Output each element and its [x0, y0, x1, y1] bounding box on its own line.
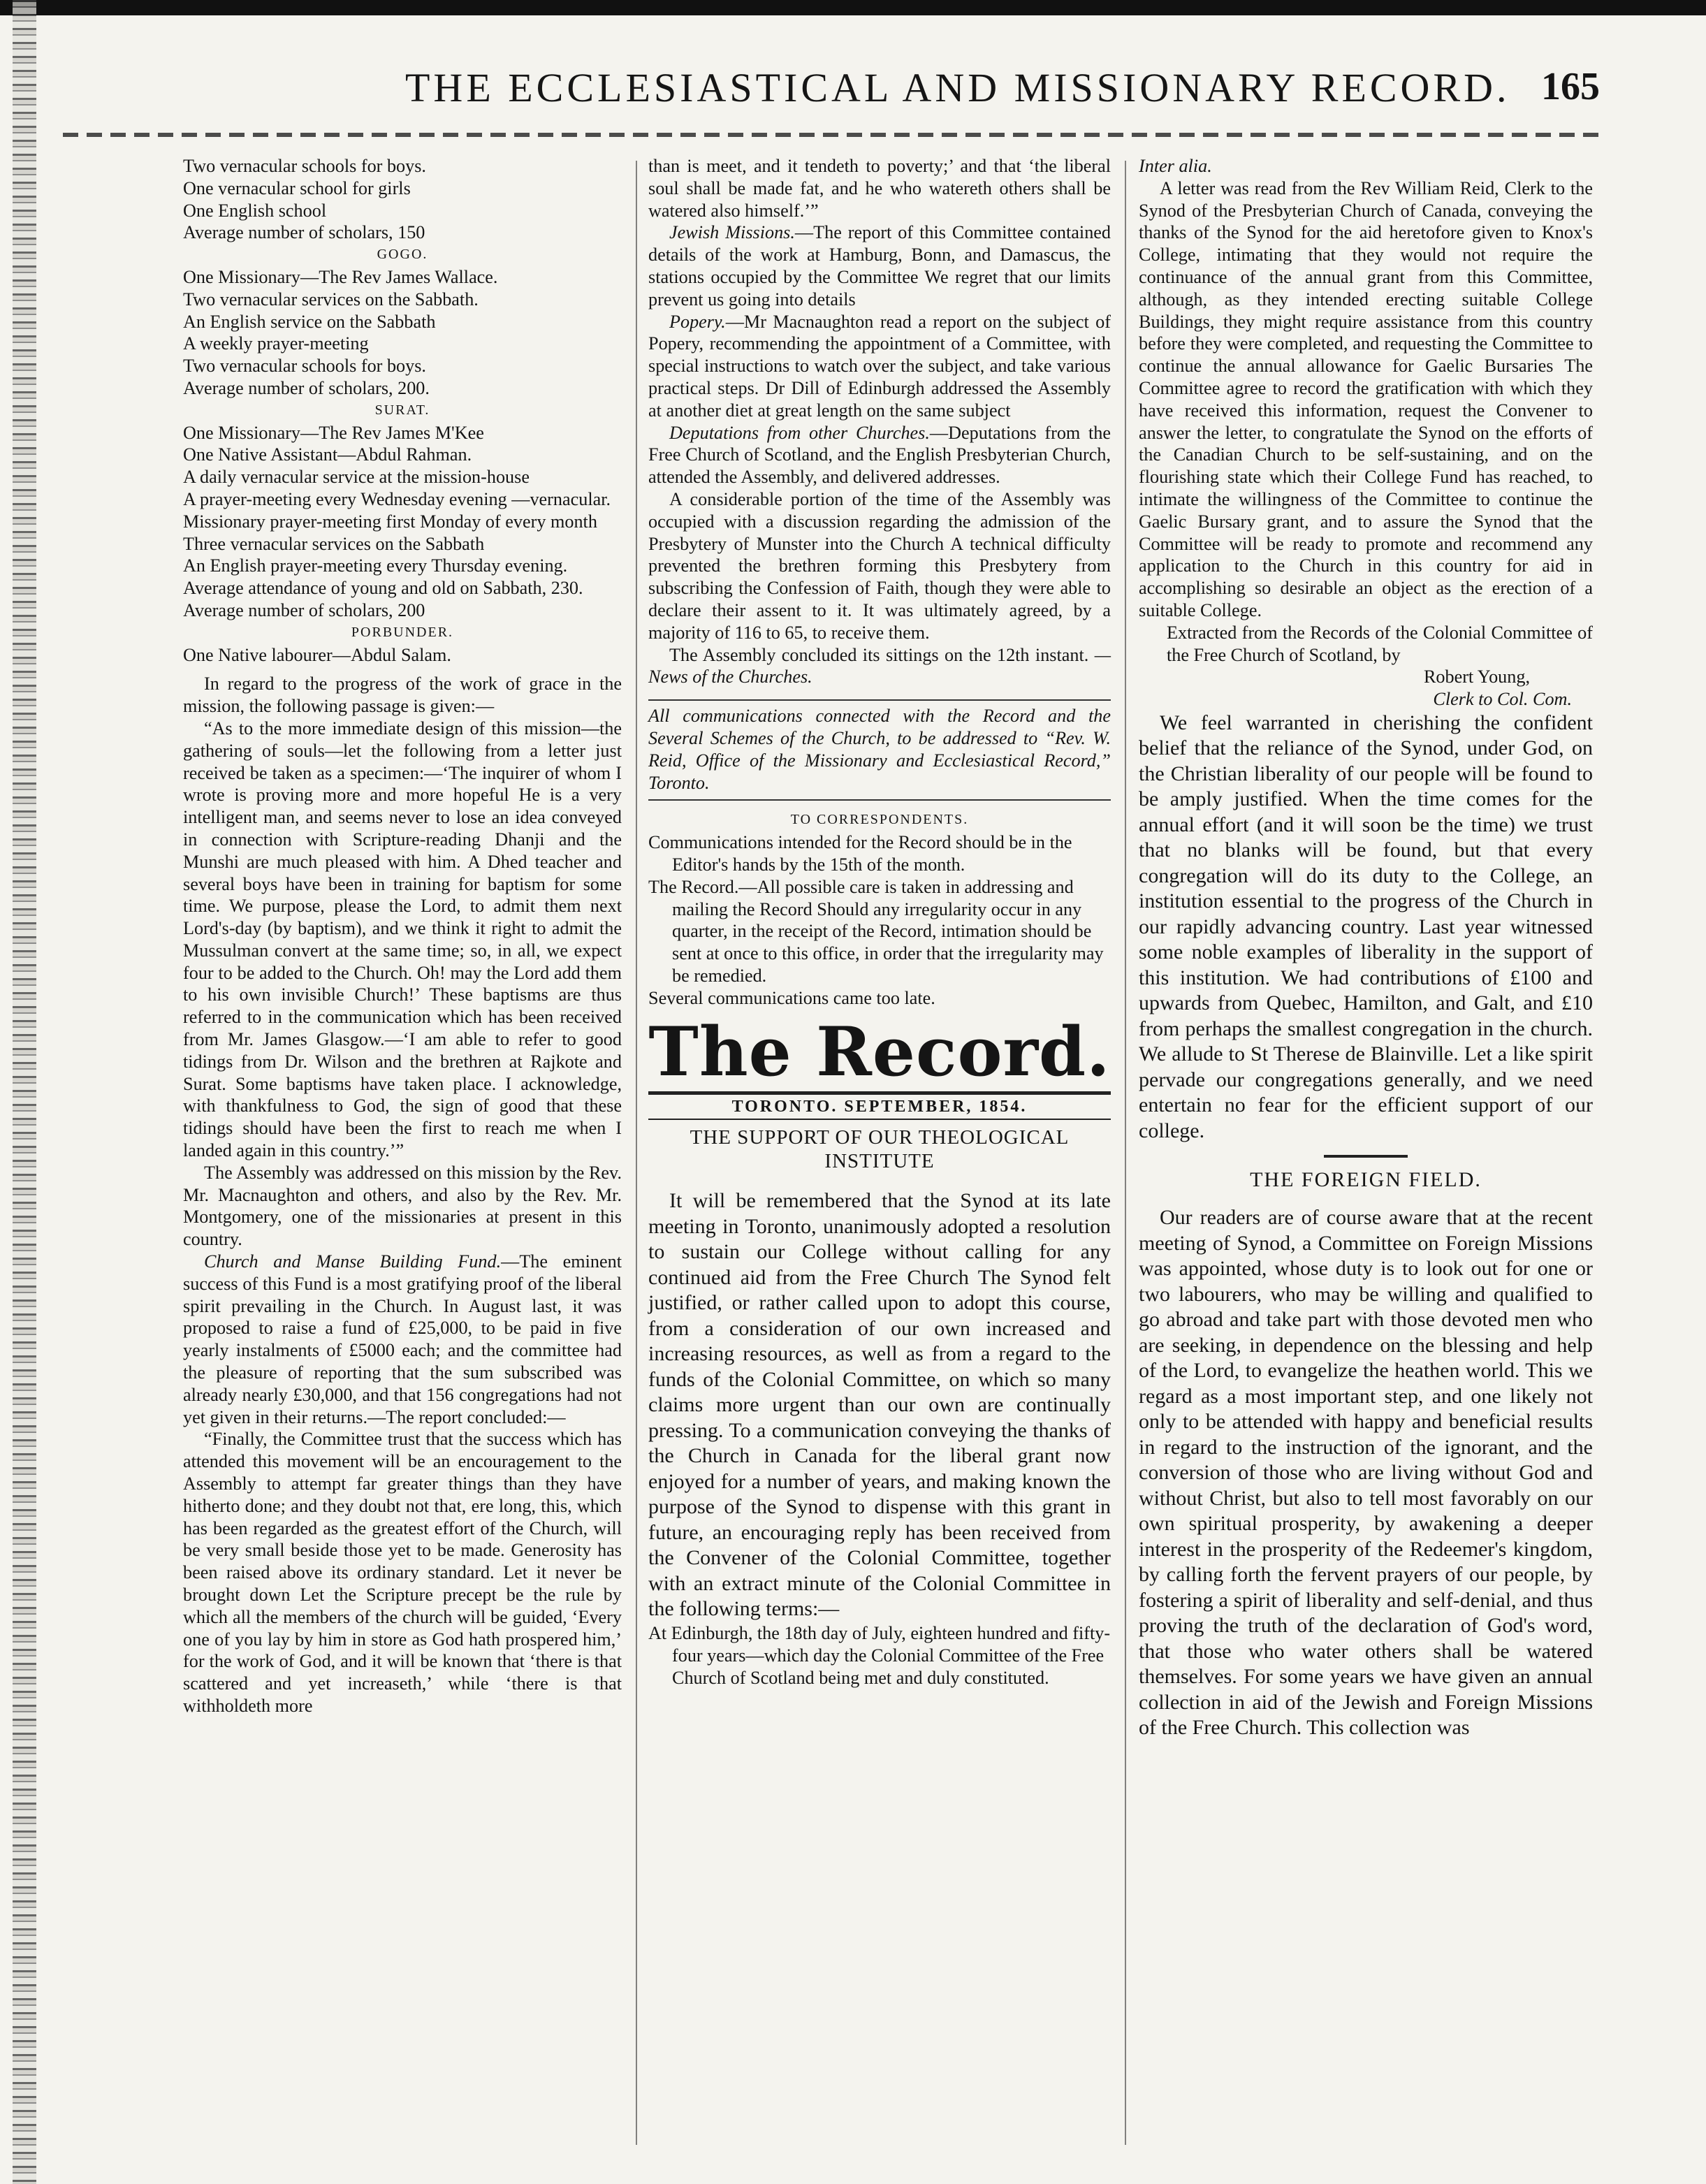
- text-line: Two vernacular schools for boys.: [183, 156, 426, 176]
- header-rule: [63, 133, 1600, 137]
- article-title: THE SUPPORT OF OUR THEOLOGICAL INSTITUTE: [690, 1126, 1070, 1173]
- minute-paragraph: At Edinburgh, the 18th day of July, eighteen hundred and fifty-four years—which day the Colonial Committee of the Free Church of Scotland being met and duly constituted.: [648, 1622, 1111, 1688]
- column-3: [1139, 155, 1593, 1741]
- paragraph: [648, 644, 1111, 689]
- text-line: An English service on the Sabbath: [183, 311, 436, 332]
- dateline: TORONTO. SEPTEMBER, 1854.: [648, 1091, 1111, 1120]
- paragraph: The Assembly was addressed on this mission by the Rev. Mr. Macnaughton and others, and also by the Rev. Mr. Montgomery, one of the missionaries at present in this country.: [183, 1162, 622, 1250]
- page-top-border: [0, 0, 1706, 15]
- paragraph: than is meet, and it tendeth to poverty;’ and that ‘the liberal soul shall be made fat, and he who watereth others shall be watered also himself.’”: [648, 156, 1111, 221]
- paragraph: Inter alia.: [1139, 156, 1212, 176]
- paragraph-text: The Assembly concluded its sittings on the 12th instant.: [669, 644, 1089, 665]
- paragraph-text: —Mr Macnaughton read a report on the subject of Popery, recommending the appointment of a Committee, with special instructions to watch over the subject, and take various practical steps. Dr Dill of Edinburgh addressed the Assembly at another diet at great length on the same subject: [648, 311, 1111, 421]
- text-line: One Missionary—The Rev James M'Kee: [183, 422, 484, 443]
- scan-binding-edge: [13, 0, 36, 2184]
- section-ornament: [1324, 1155, 1408, 1158]
- paragraph: “As to the more immediate design of this mission—the gathering of souls—let the following from a letter just received be taken as a specimen:—‘The inquirer of whom I wrote is proving more and more hopeful He is a very intelligent man, and seems never to lose an idea conveyed in connection with Scripture-reading Dhanji and the Munshi are much pleased with him. A Dhed teacher and several boys have been in training for baptism for some time. We purpose, please the Lord, to admit them next Lord's-day (by baptism), and we think it right to admit the Mussulman convert at the same time; so, in all, we expect four to be added to the Church. Oh! may the Lord add them to his own invisible Church!’ These baptisms are thus referred to in the communication which has been received from Mr. James Glasgow.—‘I am able to refer to good tidings from Dr. Wilson and the brethren at Rajkote and Surat. Some baptisms have taken place. I acknowledge, with thankfulness to God, the sign of good that these tidings should have been the first to reach me when I landed again in this country.’”: [183, 718, 622, 1161]
- correspondents-item: Communications intended for the Record should be in the Editor's hands by the 15th of the month.: [648, 832, 1072, 875]
- column-divider-1: [636, 161, 637, 2145]
- minute-text: A letter was read from the Rev William Reid, Clerk to the Synod of the Presbyterian Church of Canada, conveying the thanks of the Synod for the aid heretofore given to Knox's College, intimating that they would not require the continuance of the annual grant from this Committee, although, as they intended erecting suitable College Buildings, they might require assistance from this country before they were completed, and requesting the Committee to continue the annual allowance for Gaelic Bursaries The Committee agree to record the gratification with which they have received this information, request the Convener to answer the letter, to congratulate the Synod on the efforts of the Canadian Church to be self-sustaining, and on the flourishing state which their College Fund has reached, to intimate the willingness of the Committee to continue the Gaelic Bursary grant, and to assure the Synod that the Committee will be ready to promote and recommend any application to the Church in this country for aid in accomplishing so desirable an object as the erection of a suitable College.: [1139, 177, 1593, 620]
- section-head: Jewish Missions.: [669, 222, 795, 243]
- text-line: Average number of scholars, 200: [183, 599, 425, 620]
- text-line: One vernacular school for girls: [183, 177, 411, 198]
- paragraph-text: —The report of this Committee contained details of the work at Hamburg, Bonn, and Damascus, the stations occupied by the Committee We regret that our limits prevent us going into details: [648, 222, 1111, 310]
- article-paragraph: Our readers are of course aware that at the recent meeting of Synod, a Committee on Foreign Missions was appointed, whose duty is to look out for one or two labourers, who may be willing and qualified to go abroad and take part with those devoted men who are seeking, in dependence on the blessing and help of the Lord, to evangelize the heathen world. This we regard as a most important step, and one likely not only to be attended with happy and beneficial results in regard to the instruction of the ignorant, and the conversion of those who are living without God and without Christ, but also to tell most favorably on our own spiritual prosperity, by awakening a deeper interest in the prosperity of the Redeemer's kingdom, by calling forth the fervent prayers of our people, by fostering a spirit of liberality and self-denial, and thus proving the truth of the declaration of God's word, that those who water others shall be watered themselves. For some years we have given an annual collection in aid of the Jewish and Foreign Missions of the Free Church. This collection was: [1139, 1206, 1593, 1740]
- running-title: THE ECCLESIASTICAL AND MISSIONARY RECORD.: [405, 65, 1510, 110]
- correspondents-heading: TO CORRESPONDENTS.: [790, 812, 969, 828]
- paragraph: [648, 221, 1111, 310]
- notice-text: All communications connected with the Record and the Several Schemes of the Church, to be addressed to “Rev. W. Reid, Office of the Missionary and Ecclesiastical Record,” Toronto.: [648, 706, 1111, 793]
- text-line: A daily vernacular service at the mission-house: [183, 467, 530, 488]
- paragraph: A considerable portion of the time of the Assembly was occupied with a discussion regarding the admission of the Presbytery of Munster into the Church A technical difficulty prevented the brethren forming this Presbytery from subscribing the Confession of Faith, though they were able to declare their assent to it. It was ultimately agreed, by a majority of 116 to 65, to receive them.: [648, 488, 1111, 643]
- text-line: One Native Assistant—Abdul Rahman.: [183, 444, 472, 465]
- paragraph: [648, 422, 1111, 488]
- text-line: A weekly prayer-meeting: [183, 333, 369, 354]
- text-line: One Missionary—The Rev James Wallace.: [183, 266, 498, 287]
- column-1: [183, 155, 622, 1717]
- correspondents-item: The Record.—All possible care is taken in addressing and mailing the Record Should any irregularity occur in any quarter, in the receipt of the Record, intimation should be sent at once to this office, in order that the irregularity may be remedied.: [648, 876, 1104, 986]
- station-heading: PORBUNDER.: [351, 624, 454, 640]
- communications-notice: [648, 699, 1111, 801]
- text-line: An English prayer-meeting every Thursday evening.: [183, 555, 568, 576]
- extract-note: Extracted from the Records of the Colonial Committee of the Free Church of Scotland, by: [1167, 622, 1593, 665]
- column-2: [648, 155, 1111, 1689]
- text-line: One English school: [183, 200, 327, 221]
- text-line: Missionary prayer-meeting first Monday of every month: [183, 511, 597, 532]
- paragraph-text: —The eminent success of this Fund is a most gratifying proof of the liberal spirit prevailing in the Church. In August last, it was proposed to raise a fund of £25,000, to be paid in five yearly instalments of £5000 each; and the committee had the pleasure of reporting that the sum subscribed was already nearly £30,000, and that 156 congregations had not yet given in their returns.—The report concluded:—: [183, 1251, 622, 1427]
- text-line: Average number of scholars, 200.: [183, 377, 430, 398]
- text-line: Two vernacular services on the Sabbath.: [183, 289, 479, 310]
- correspondents-item: Several communications came too late.: [648, 987, 935, 1008]
- signature-title: Clerk to Col. Com.: [1433, 689, 1572, 710]
- paragraph: In regard to the progress of the work of grace in the mission, the following passage is given:—: [183, 674, 622, 717]
- section-head: Deputations from other Churches.: [669, 422, 930, 443]
- article-paragraph: We feel warranted in cherishing the confident belief that the reliance of the Synod, under God, on the Christian liberality of our people will be found to be amply justified. When the time comes for the annual effort (and it will soon be the time) we trust that no blanks will be found, but that every congregation will do its duty to the College, an institution essential to the progress of the Church in our rapidly advancing country. Last year witnessed some noble examples of liberality in the support of this institution. We had contributions of £100 and upwards from Quebec, Hamilton, and Galt, and £10 from perhaps the smallest congregation in the church. We allude to St Therese de Blainville. Let a like spirit pervade our congregations generally, and we need entertain no fear for the efficient support of our college.: [1139, 711, 1593, 1142]
- column-divider-2: [1125, 161, 1126, 2145]
- station-heading: SURAT.: [374, 402, 430, 418]
- text-line: Three vernacular services on the Sabbath: [183, 533, 485, 554]
- article-paragraph: It will be remembered that the Synod at its late meeting in Toronto, unanimously adopted a resolution to sustain our College without calling for any continued aid from the Free Church The Synod felt justified, or rather called upon to adopt this course, from a consideration of our own increased and increasing resources, as well as from a regard to the funds of the Colonial Committee, on which so many claims more urgent than our own are continually pressing. To a communication conveying the thanks of the Church in Canada for the liberal grant now enjoyed for a number of years, and making known the purpose of the Synod to dispense with this grant in future, an encouraging reply has been received from the Convener of the Colonial Committee, together with an extract minute of the Colonial Committee in the following terms:—: [648, 1189, 1111, 1621]
- page-number: 165: [1541, 65, 1600, 108]
- paragraph-text: —Deputations from the Free Church of Scotland, and the English Presbyterian Church, attended the Assembly, and delivered addresses.: [648, 422, 1111, 488]
- source-credit: —News of the Churches.: [648, 644, 1111, 687]
- signature-name: Robert Young,: [1423, 667, 1530, 687]
- text-line: Average attendance of young and old on Sabbath, 230.: [183, 578, 583, 599]
- paragraph: “Finally, the Committee trust that the success which has attended this movement will be an encouragement to the Assembly to attempt far greater things than they have hitherto done; and they doubt not that, ere long, this, which has been regarded as the greatest effort of the Church, will be very small beside those yet to be made. Generosity has been raised above its ordinary standard. Let it never be brought down Let the Scripture precept be the rule by which all the members of the church will be guided, ‘Every one of you lay by him in store as God hath prospered him,’ for the work of God, and it will be known that ‘there is that scattered and yet increaseth,’ while ‘there is that withholdeth more: [183, 1429, 622, 1716]
- running-header: [105, 64, 1600, 127]
- paragraph: [648, 311, 1111, 422]
- station-heading: GOGO.: [377, 247, 428, 263]
- text-line: Average number of scholars, 150: [183, 222, 425, 243]
- section-head: Popery.: [669, 311, 726, 332]
- paragraph: [183, 1251, 622, 1428]
- masthead-title: The Record.: [648, 1012, 1111, 1092]
- text-line: Two vernacular schools for boys.: [183, 356, 426, 377]
- section-head: Church and Manse Building Fund.: [204, 1251, 502, 1272]
- section-title: THE FOREIGN FIELD.: [1250, 1168, 1482, 1192]
- text-line: A prayer-meeting every Wednesday evening —vernacular.: [183, 488, 611, 509]
- text-line: One Native labourer—Abdul Salam.: [183, 644, 451, 665]
